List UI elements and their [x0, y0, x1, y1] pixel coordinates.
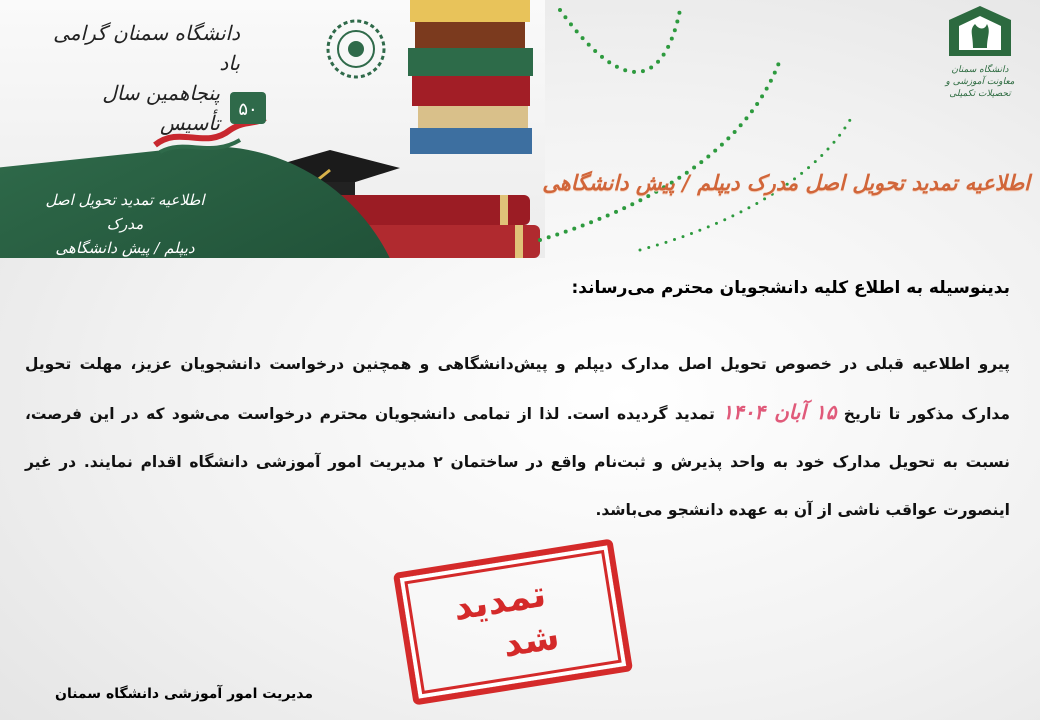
announcement-body	[25, 340, 1010, 534]
book-brown	[415, 22, 525, 48]
header-banner	[0, 0, 545, 258]
logo-caption-university: دانشگاه سمنان	[951, 65, 1009, 75]
book-red	[412, 76, 530, 106]
logo-50-text: ۵۰	[238, 99, 258, 120]
fifty-years-logo	[150, 90, 270, 160]
banner-green-text: اطلاعیه تمدید تحویل اصل مدرک دیپلم / پیش دانشگاهی	[45, 191, 205, 257]
semnan-university-logo	[934, 4, 1026, 100]
logo-caption-deputy: معاونت آموزشی و تحصیلات تکمیلی	[945, 77, 1015, 99]
book-blue	[410, 128, 532, 154]
deadline-date: ۱۵ آبان ۱۴۰۴	[722, 400, 837, 424]
body-text-part1: پیرو اطلاعیه قبلی در خصوص تحویل اصل مدارک دیپلم و پیش‌دانشگاهی و همچنین درخواست دانشجویان عزیز، مهلت تحویل مدارک مذکور تا تاریخ	[25, 355, 1010, 423]
semnan-university-logo-icon	[945, 4, 1015, 60]
book-beige	[418, 106, 528, 128]
announcement-headline: اطلاعیه تمدید تحویل اصل مدرک دیپلم / پیش دانشگاهی	[542, 170, 1030, 195]
anniversary-line2: پنجاهمین سال تأسیس	[102, 81, 220, 135]
stamp-line2: شد	[500, 616, 563, 666]
anniversary-line1: دانشگاه سمنان گرامی باد	[53, 21, 240, 75]
stamp-line1: تمدید	[450, 573, 549, 629]
university-seal-icon	[325, 18, 387, 80]
signature: مدیریت امور آموزشی دانشگاه سمنان	[55, 686, 314, 702]
decorative-dotted-arcs	[520, 0, 940, 260]
extended-stamp	[393, 538, 633, 705]
book-green	[408, 48, 533, 76]
intro-line: بدینوسیله به اطلاع کلیه دانشجویان محترم می‌رساند:	[571, 278, 1010, 298]
book-gold	[410, 0, 530, 22]
body-text-part2: تمدید گردیده است. لذا از تمامی دانشجویان محترم درخواست می‌شود که در این فرصت، نسبت به تحویل مدارک خود به واحد پذیرش و ثبت‌نام واقع در ساختمان ۲ مدیریت امور آموزشی دانشگاه اقدام نمایند. در غیر اینصورت عواقب ناشی از آن به عهده دانشجو می‌باشد.	[25, 405, 1011, 519]
